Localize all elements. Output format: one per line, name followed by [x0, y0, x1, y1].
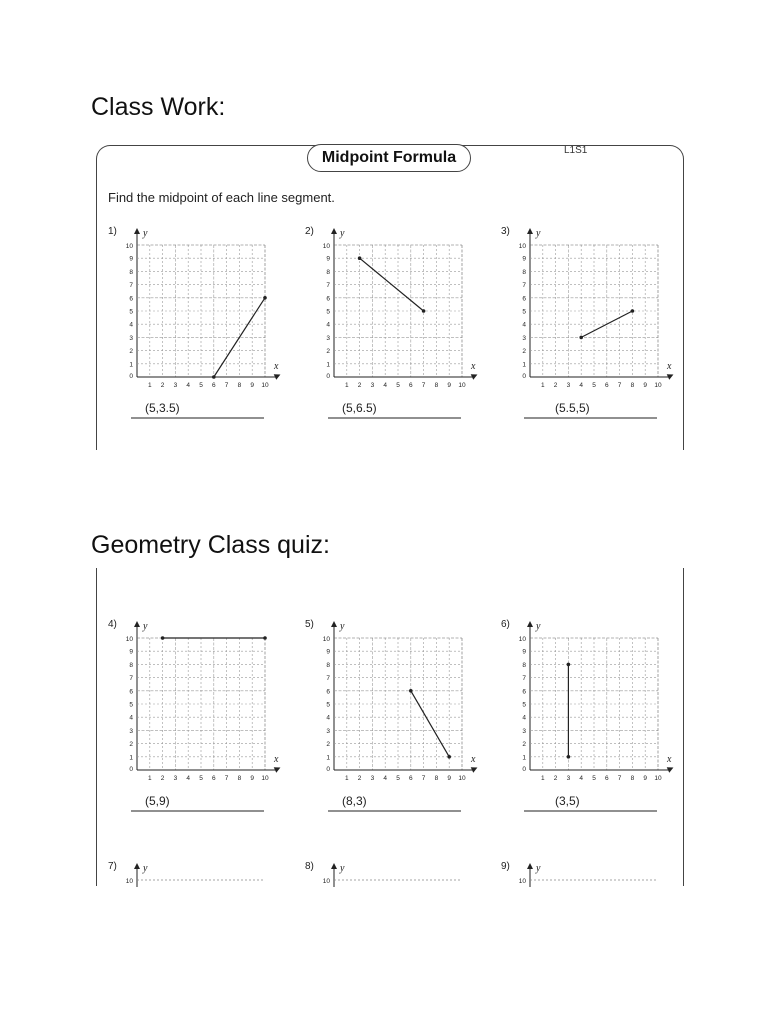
segment-endpoint: [263, 296, 267, 300]
y-tick-label: 4: [129, 714, 133, 722]
worksheet-code: L1S1: [564, 145, 588, 156]
x-tick-label: 3: [566, 775, 571, 782]
x-tick-label: 2: [553, 382, 558, 389]
x-tick-label: 9: [250, 775, 255, 782]
y-tick-label: 8: [129, 661, 133, 669]
class-work-heading: Class Work:: [91, 93, 226, 121]
y-tick-label: 2: [522, 741, 526, 749]
y-tick-label: 10: [518, 878, 526, 885]
x-axis-label: x: [667, 361, 672, 372]
x-tick-label: 9: [447, 775, 452, 782]
y-tick-label: 2: [522, 348, 526, 356]
y-tick-label: 9: [326, 648, 330, 656]
y-tick-label: 7: [326, 675, 330, 683]
y-tick-label: 8: [326, 268, 330, 276]
problem-5: [302, 615, 482, 820]
y-tick-label: 10: [322, 878, 330, 885]
y-axis-label: y: [536, 863, 541, 874]
y-tick-label: 9: [326, 255, 330, 263]
y-tick-label: 9: [522, 255, 526, 263]
segment-endpoint: [161, 636, 165, 640]
y-tick-label: 10: [125, 878, 133, 885]
y-tick-label: 0: [326, 373, 330, 380]
y-tick-label: 9: [522, 648, 526, 656]
problem-number: 4): [108, 619, 117, 630]
x-tick-label: 5: [199, 775, 203, 782]
y-tick-label: 1: [326, 361, 330, 369]
y-tick-label: 4: [522, 321, 526, 329]
problem-1: [105, 222, 285, 427]
x-tick-label: 6: [211, 775, 216, 782]
y-tick-label: 7: [326, 282, 330, 290]
x-tick-label: 7: [421, 775, 426, 782]
y-tick-label: 7: [129, 675, 133, 683]
y-tick-label: 3: [522, 334, 526, 342]
y-tick-label: 3: [326, 727, 330, 735]
x-tick-label: 8: [434, 382, 439, 389]
y-tick-label: 9: [129, 648, 133, 656]
problem-number: 7): [108, 861, 117, 872]
problem-number: 3): [501, 226, 510, 237]
y-tick-label: 6: [129, 688, 133, 696]
problem-4: [105, 615, 285, 820]
segment-endpoint: [212, 375, 216, 379]
x-tick-label: 2: [160, 775, 165, 782]
y-tick-label: 10: [125, 243, 133, 250]
problem-number: 9): [501, 861, 510, 872]
x-tick-label: 1: [147, 775, 152, 782]
segment-endpoint: [358, 256, 362, 260]
x-tick-label: 6: [604, 382, 609, 389]
x-tick-label: 5: [396, 775, 400, 782]
y-tick-label: 3: [129, 727, 133, 735]
segment-endpoint: [631, 309, 635, 313]
x-tick-label: 4: [186, 775, 191, 782]
x-tick-label: 3: [173, 382, 178, 389]
x-tick-label: 8: [237, 382, 242, 389]
answer-text: (5.5,5): [555, 401, 590, 415]
y-axis-label: y: [536, 228, 541, 239]
segment-endpoint: [409, 689, 413, 693]
x-axis-label: x: [471, 361, 476, 372]
y-axis-label: y: [143, 863, 148, 874]
y-tick-label: 5: [129, 308, 133, 316]
segment-endpoint: [567, 755, 571, 759]
x-axis-label: x: [274, 361, 279, 372]
problem-6: [498, 615, 678, 820]
y-tick-label: 8: [326, 661, 330, 669]
x-tick-label: 9: [250, 382, 255, 389]
y-axis-label: y: [536, 621, 541, 632]
y-tick-label: 1: [522, 361, 526, 369]
y-tick-label: 4: [326, 714, 330, 722]
x-tick-label: 3: [370, 775, 375, 782]
x-tick-label: 1: [344, 775, 349, 782]
x-tick-label: 9: [643, 775, 648, 782]
answer-text: (3,5): [555, 794, 580, 808]
y-tick-label: 0: [522, 373, 526, 380]
y-tick-label: 7: [522, 675, 526, 683]
x-tick-label: 9: [447, 382, 452, 389]
line-segment: [411, 691, 449, 757]
y-tick-label: 8: [129, 268, 133, 276]
y-tick-label: 6: [522, 688, 526, 696]
problem-number: 1): [108, 226, 117, 237]
x-tick-label: 8: [630, 382, 635, 389]
y-tick-label: 5: [326, 701, 330, 709]
x-tick-label: 2: [160, 382, 165, 389]
x-tick-label: 6: [604, 775, 609, 782]
answer-text: (5,6.5): [342, 401, 377, 415]
y-tick-label: 3: [522, 727, 526, 735]
problem-number: 2): [305, 226, 314, 237]
answer-text: (5,9): [145, 794, 170, 808]
x-axis-label: x: [471, 754, 476, 765]
y-axis-label: y: [143, 228, 148, 239]
worksheet-title: Midpoint Formula: [307, 144, 471, 172]
segment-endpoint: [447, 755, 451, 759]
x-tick-label: 4: [579, 775, 584, 782]
answer-text: (5,3.5): [145, 401, 180, 415]
problem-3: [498, 222, 678, 427]
x-tick-label: 4: [383, 382, 388, 389]
x-tick-label: 7: [617, 382, 622, 389]
y-tick-label: 0: [129, 766, 133, 773]
y-tick-label: 7: [522, 282, 526, 290]
y-tick-label: 5: [129, 701, 133, 709]
x-tick-label: 8: [434, 775, 439, 782]
y-tick-label: 8: [522, 268, 526, 276]
x-tick-label: 1: [540, 382, 545, 389]
x-tick-label: 1: [147, 382, 152, 389]
problem-8: [302, 857, 482, 887]
y-tick-label: 4: [326, 321, 330, 329]
problem-7: [105, 857, 285, 887]
x-axis-label: x: [667, 754, 672, 765]
y-tick-label: 6: [326, 295, 330, 303]
y-tick-label: 5: [522, 308, 526, 316]
y-tick-label: 1: [522, 754, 526, 762]
y-tick-label: 2: [129, 741, 133, 749]
problem-number: 5): [305, 619, 314, 630]
x-tick-label: 2: [357, 382, 362, 389]
x-tick-label: 3: [370, 382, 375, 389]
x-tick-label: 4: [383, 775, 388, 782]
x-tick-label: 5: [592, 775, 596, 782]
y-tick-label: 10: [518, 243, 526, 250]
y-tick-label: 2: [326, 741, 330, 749]
segment-endpoint: [263, 636, 267, 640]
y-tick-label: 7: [129, 282, 133, 290]
y-tick-label: 5: [326, 308, 330, 316]
x-tick-label: 8: [630, 775, 635, 782]
x-tick-label: 3: [566, 382, 571, 389]
x-tick-label: 7: [224, 775, 229, 782]
x-tick-label: 7: [421, 382, 426, 389]
x-tick-label: 4: [186, 382, 191, 389]
y-tick-label: 10: [518, 636, 526, 643]
y-tick-label: 6: [326, 688, 330, 696]
problem-9: [498, 857, 678, 887]
y-axis-label: y: [143, 621, 148, 632]
y-tick-label: 10: [125, 636, 133, 643]
x-tick-label: 10: [654, 382, 662, 389]
y-tick-label: 6: [522, 295, 526, 303]
y-axis-label: y: [340, 228, 345, 239]
x-tick-label: 6: [408, 775, 413, 782]
x-tick-label: 1: [344, 382, 349, 389]
x-tick-label: 5: [396, 382, 400, 389]
y-tick-label: 6: [129, 295, 133, 303]
x-tick-label: 4: [579, 382, 584, 389]
x-tick-label: 8: [237, 775, 242, 782]
x-tick-label: 6: [408, 382, 413, 389]
x-tick-label: 10: [654, 775, 662, 782]
y-tick-label: 1: [129, 361, 133, 369]
worksheet-instructions: Find the midpoint of each line segment.: [108, 190, 335, 205]
x-tick-label: 10: [458, 775, 466, 782]
y-axis-label: y: [340, 863, 345, 874]
y-tick-label: 0: [326, 766, 330, 773]
y-axis-label: y: [340, 621, 345, 632]
x-tick-label: 3: [173, 775, 178, 782]
y-tick-label: 2: [129, 348, 133, 356]
y-tick-label: 2: [326, 348, 330, 356]
x-tick-label: 5: [592, 382, 596, 389]
x-tick-label: 7: [617, 775, 622, 782]
y-tick-label: 3: [129, 334, 133, 342]
y-tick-label: 1: [129, 754, 133, 762]
segment-endpoint: [579, 336, 583, 340]
x-tick-label: 10: [261, 775, 269, 782]
x-tick-label: 6: [211, 382, 216, 389]
answer-text: (8,3): [342, 794, 367, 808]
y-tick-label: 10: [322, 636, 330, 643]
x-tick-label: 2: [357, 775, 362, 782]
x-tick-label: 10: [458, 382, 466, 389]
y-tick-label: 5: [522, 701, 526, 709]
y-tick-label: 0: [129, 373, 133, 380]
y-tick-label: 4: [522, 714, 526, 722]
x-tick-label: 2: [553, 775, 558, 782]
y-tick-label: 9: [129, 255, 133, 263]
segment-endpoint: [422, 309, 426, 313]
segment-endpoint: [567, 663, 571, 667]
problem-number: 6): [501, 619, 510, 630]
x-tick-label: 1: [540, 775, 545, 782]
y-tick-label: 10: [322, 243, 330, 250]
problem-number: 8): [305, 861, 314, 872]
problem-2: [302, 222, 482, 427]
y-tick-label: 3: [326, 334, 330, 342]
x-axis-label: x: [274, 754, 279, 765]
y-tick-label: 8: [522, 661, 526, 669]
quiz-heading: Geometry Class quiz:: [91, 531, 330, 559]
x-tick-label: 5: [199, 382, 203, 389]
y-tick-label: 1: [326, 754, 330, 762]
x-tick-label: 9: [643, 382, 648, 389]
y-tick-label: 4: [129, 321, 133, 329]
y-tick-label: 0: [522, 766, 526, 773]
x-tick-label: 7: [224, 382, 229, 389]
x-tick-label: 10: [261, 382, 269, 389]
